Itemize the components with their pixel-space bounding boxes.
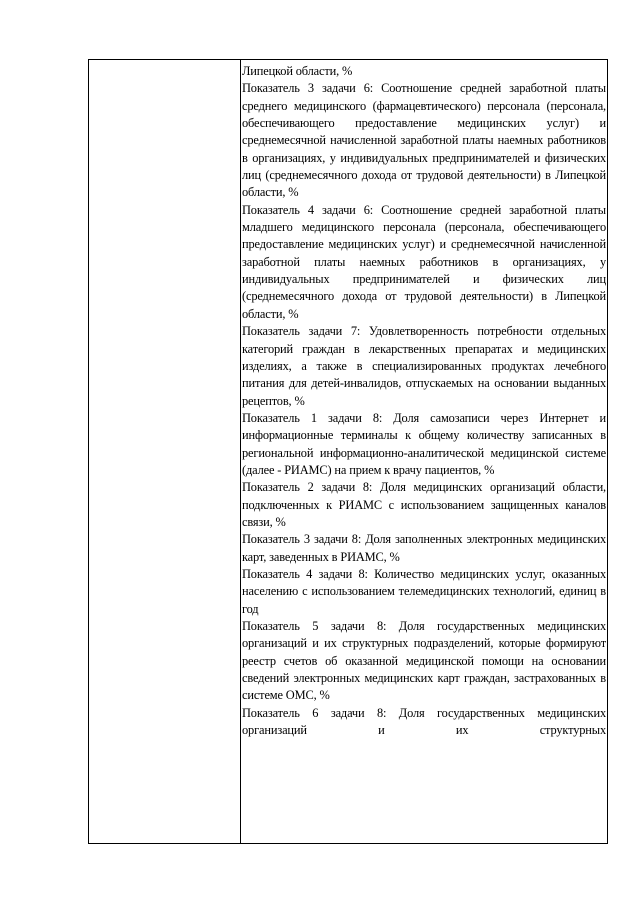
column-divider [240, 60, 241, 843]
paragraph-indicator-2-task-8: Показатель 2 задачи 8: Доля медицинских организаций области, подключенных к РИАМС с использованием защищенных каналов связи, % [242, 480, 606, 529]
table-right-cell [242, 60, 606, 843]
paragraph-continuation: Липецкой области, % [242, 64, 353, 78]
paragraph-indicator-6-task-8: Показатель 6 задачи 8: Доля государственных медицинских организаций и их структурных [242, 705, 606, 738]
indicators-table [88, 59, 608, 844]
table-left-cell [89, 60, 240, 843]
paragraph-indicator-3-task-8: Показатель 3 задачи 8: Доля заполненных электронных медицинских карт, заведенных в РИАМС, % [242, 532, 606, 564]
paragraph-indicator-4-task-8: Показатель 4 задачи 8: Количество медицинских услуг, оказанных населению с использованием телемедицинских технологий, единиц в год [242, 566, 606, 616]
paragraph-indicator-1-task-8: Показатель 1 задачи 8: Доля самозаписи через Интернет и информационные терминалы к общему количеству записанных в региональной информационно-аналитической медицинской системе (далее - РИАМС) на прием к врачу пациентов, % [242, 410, 606, 477]
paragraph-indicator-4-task-6: Показатель 4 задачи 6: Соотношение средней заработной платы младшего медицинского персонала (персонала, обеспечивающего предоставление медицинских услуг) и среднемесячной начисленной заработной платы наемных работников в организациях, у индивидуальных предпринимателей и физических лиц (среднемесячного дохода от трудовой деятельности) в Липецкой области, % [242, 202, 606, 321]
paragraph-indicator-5-task-8: Показатель 5 задачи 8: Доля государственных медицинских организаций и их структурных подразделений, которые формируют реестр счетов об оказанной медицинской помощи на основании сведений электронных медицинских карт граждан, застрахованных в системе ОМС, % [242, 619, 606, 703]
paragraph-indicator-task-7: Показатель задачи 7: Удовлетворенность потребности отдельных категорий граждан в лекарственных препаратах и медицинских изделиях, а также в специализированных продуктах лечебного питания для детей-инвалидов, отпускаемых на основании выданных рецептов, % [242, 324, 606, 408]
paragraph-indicator-3-task-6: Показатель 3 задачи 6: Соотношение средней заработной платы среднего медицинского (фармацевтического) персонала (персонала, обеспечивающего предоставление медицинских услуг) и среднемесячной начисленной заработной платы наемных работников в организациях, у индивидуальных предпринимателей и физических лиц (среднемесячного дохода от трудовой деятельности) в Липецкой области, % [242, 81, 606, 200]
